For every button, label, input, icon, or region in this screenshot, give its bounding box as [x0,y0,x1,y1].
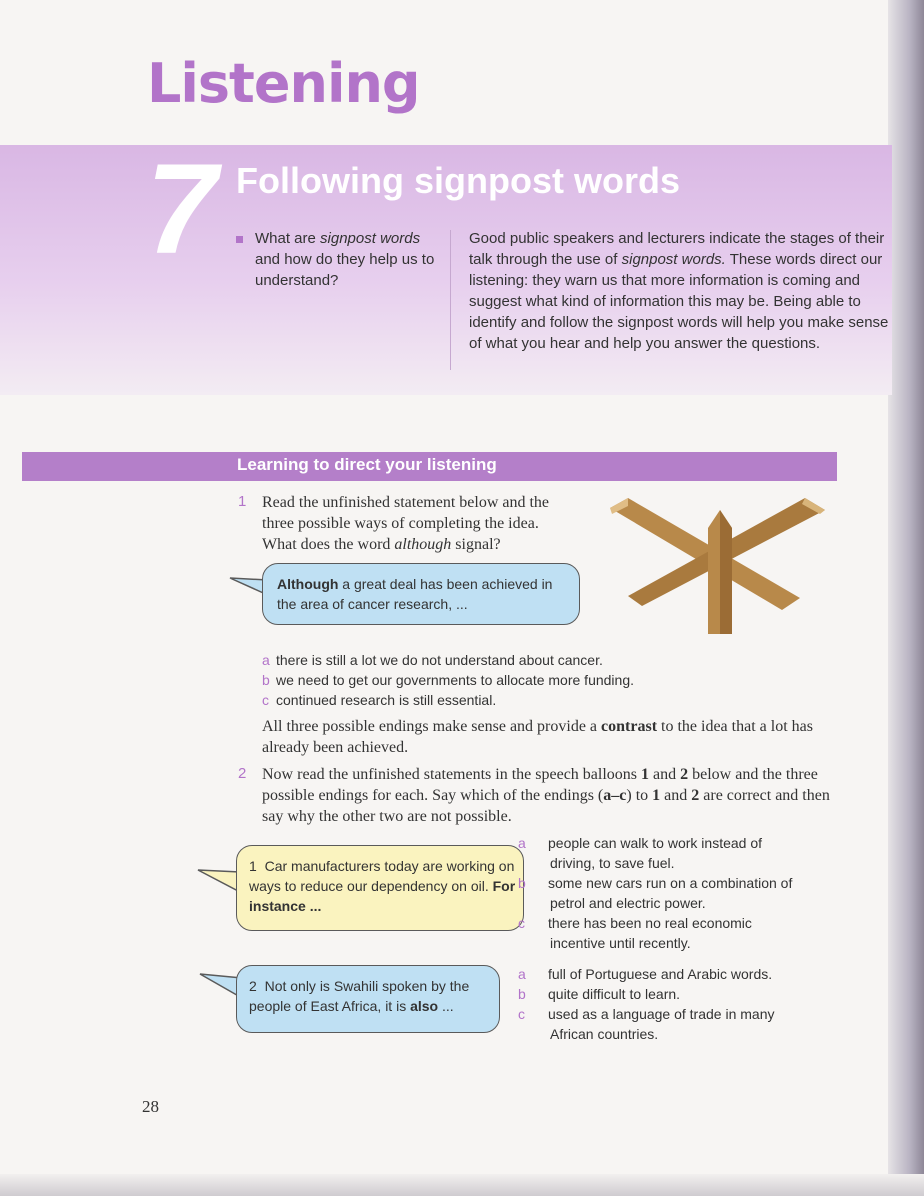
intro-question: What are signpost words and how do they help us to understand? [255,230,435,289]
signpost-post-shade [720,510,732,634]
chapter-number: 7 [146,138,218,281]
option-b: b we need to get our governments to allocate more funding. [262,672,634,688]
option-c: c continued research is still essential. [262,692,497,708]
option-b: b quite difficult to learn. [518,986,681,1002]
option-c: c there has been no real economic incentive until recently. [518,915,752,951]
option-b: b some new cars run on a combination of petrol and electric power. [518,875,793,911]
statement-bubble-2: 1 Car manufacturers today are working on ways to reduce our dependency on oil. For instance ... [236,845,524,931]
option-a: a there is still a lot we do not understand about cancer. [262,652,603,668]
section-title: Listening [147,52,420,115]
intro-text: Good public speakers and lecturers indicate the stages of their talk through the use of signpost words. These words direct our listening: they warn us that more information is coming and suggest what kind of information this may be. Being able to identify and follow the signpost words will help you make sense of what you hear and help you answer the questions. [469,230,889,352]
option-a: a people can walk to work instead of driving, to save fuel. [518,835,763,871]
option-c: c used as a language of trade in many African countries. [518,1006,775,1042]
statement-bubble-1 [262,563,580,625]
exercise-2-number: 2 [238,765,247,782]
bubble-bold: Although [277,576,339,592]
wooden-signpost-icon [600,488,830,638]
option-a: a full of Portuguese and Arabic words. [518,966,773,982]
page-binding-edge [888,0,924,1196]
exercise-1-note: All three possible endings make sense and provide a contrast to the idea that a lot has already been achieved. [262,718,813,756]
page-number: 28 [142,1097,159,1116]
exercise-1-instruction: Read the unfinished statement below and the three possible ways of completing the idea. What does the word although signal? [262,494,550,553]
bullet-icon [236,236,243,243]
subheading: Learning to direct your listening [237,455,497,474]
bubble-text: a great deal has been achieved in the area of cancer research, ... [277,576,553,612]
page-bottom-edge [0,1174,924,1196]
exercise-2-instruction: Now read the unfinished statements in the speech balloons 1 and 2 below and the three possible endings for each. Say which of the endings (a–c) to 1 and 2 are correct and then say why the other two are not possible. [262,766,830,825]
exercise-1-options [262,650,742,710]
bubble-1-options [518,833,804,953]
bubble-2-options [518,964,804,1044]
column-divider [450,230,451,370]
statement-bubble-3: 2 Not only is Swahili spoken by the people of East Africa, it is also ... [236,965,500,1033]
exercise-1-number: 1 [238,493,247,510]
chapter-title: Following signpost words [236,160,680,201]
